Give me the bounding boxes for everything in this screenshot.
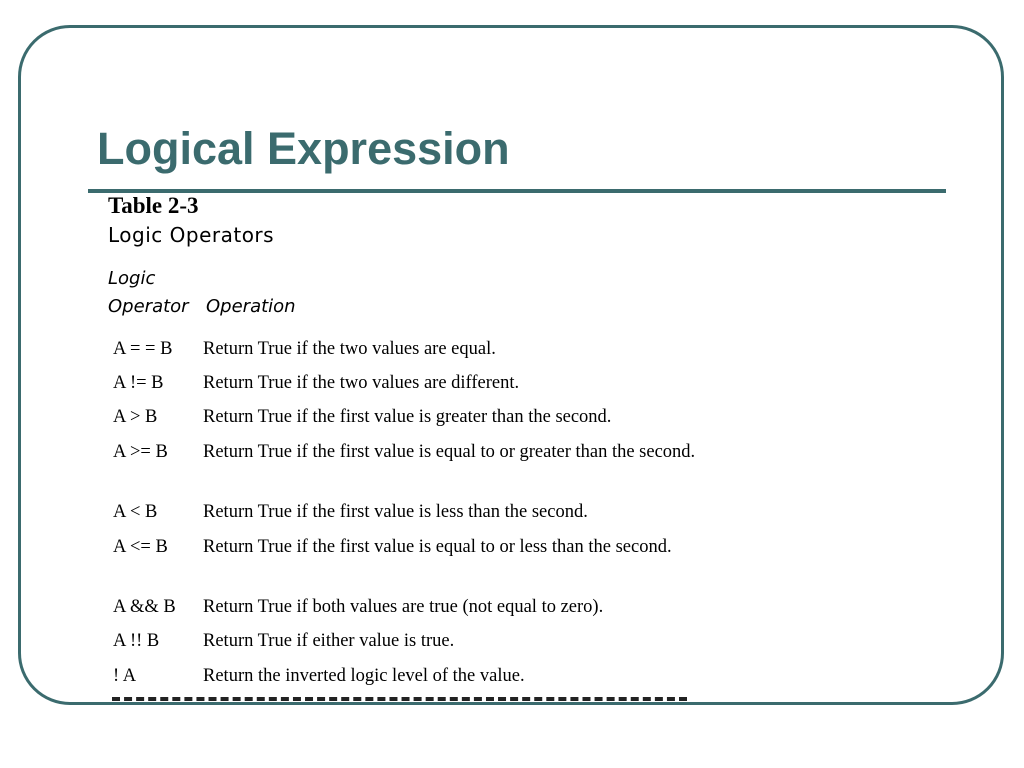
operator-cell: A < B <box>113 502 158 522</box>
table-bottom-rule <box>112 697 687 701</box>
operator-cell: A != B <box>113 373 164 393</box>
operator-cell: A <= B <box>113 537 168 557</box>
table-row <box>113 595 703 629</box>
description-cell: Return True if the two values are different. <box>203 373 520 393</box>
table-title: Logic Operators <box>108 223 275 247</box>
description-cell: Return True if the first value is equal to or greater than the second. <box>203 442 696 462</box>
table-row <box>113 500 703 535</box>
description-cell: Return True if both values are true (not equal to zero). <box>203 597 604 617</box>
description-cell: Return True if the first value is equal to or less than the second. <box>203 537 672 557</box>
table-row <box>113 535 703 595</box>
table-row <box>113 664 703 694</box>
description-cell: Return True if either value is true. <box>203 631 455 651</box>
description-cell: Return the inverted logic level of the value. <box>203 666 525 686</box>
table-row <box>113 440 703 500</box>
column-header-operation: Operation <box>206 296 296 317</box>
description-cell: Return True if the first value is greater than the second. <box>203 407 612 427</box>
table-caption: Table 2-3 <box>108 193 199 218</box>
description-cell: Return True if the two values are equal. <box>203 339 496 359</box>
operator-cell: ! A <box>113 666 137 686</box>
description-cell: Return True if the first value is less than the second. <box>203 502 588 522</box>
table-row <box>113 405 703 440</box>
operator-cell: A > B <box>113 407 158 427</box>
column-header-row <box>108 298 296 316</box>
title-divider <box>88 189 946 193</box>
operator-cell: A = = B <box>113 339 173 359</box>
table-row <box>113 629 703 664</box>
operator-cell: A !! B <box>113 631 160 651</box>
operator-cell: A >= B <box>113 442 168 462</box>
operator-table <box>113 337 703 694</box>
column-header-operator: Operator <box>108 296 189 317</box>
slide-title: Logical Expression <box>97 123 510 174</box>
table-row <box>113 371 703 405</box>
table-row <box>113 337 703 371</box>
operator-cell: A && B <box>113 597 176 617</box>
column-header-logic: Logic <box>108 268 156 289</box>
